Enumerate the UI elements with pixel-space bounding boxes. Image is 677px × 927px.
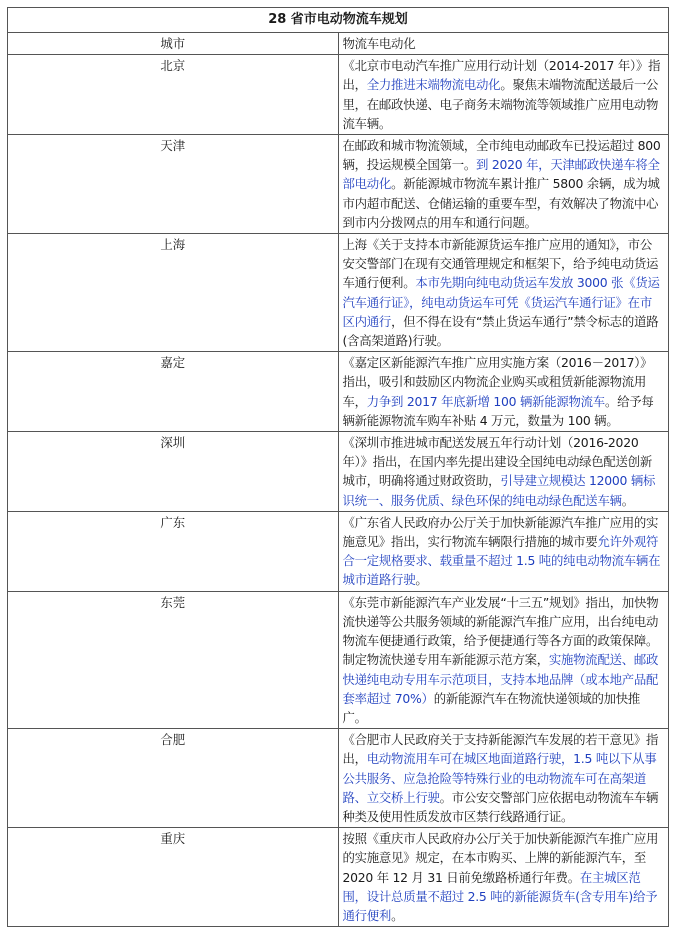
table-row — [8, 352, 669, 432]
city-cell: 嘉定 — [8, 352, 339, 432]
policy-description-cell — [338, 135, 669, 234]
highlighted-policy-text: 电动物流用车可在城区地面道路行驶，1.5 吨以下从事公共服务、应急抢险等特殊行业的电动物流车可在高架道路、立交桥上行驶 — [342, 751, 657, 805]
policy-text: 。给予每辆新能源物流车购车补贴 4 万元，数量为 100 辆。 — [342, 393, 654, 428]
table-body — [8, 33, 669, 927]
highlighted-policy-text: 力争到 2017 年底新增 100 辆新能源物流车 — [366, 393, 605, 409]
policy-text: 。新能源城市物流车累计推广 5800 余辆，成为城市内超市配送、仓储运输的重要车型，有效解决了物流中心到市内分拨网点的用车和通行问题。 — [342, 176, 660, 230]
policy-text: 。 — [391, 907, 404, 923]
highlighted-policy-text: 到 2020 年，天津邮政快递车将全部电动化 — [342, 157, 660, 192]
highlighted-policy-text: 本市先期向纯电动货运车发放 3000 张《货运汽车通行证》，纯电动货运车可凭《货运汽车通行证》在市区内通行 — [342, 275, 660, 329]
city-cell: 重庆 — [8, 828, 339, 927]
city-cell: 天津 — [8, 135, 339, 234]
policy-description-cell — [338, 432, 669, 512]
policy-text: 《合肥市人民政府关于支持新能源汽车发展的若干意见》指出， — [342, 732, 659, 767]
city-cell: 深圳 — [8, 432, 339, 512]
highlighted-policy-text: 在主城区范围，设计总质量不超过 2.5 吨的新能源货车(含专用车)给予通行便利 — [342, 869, 658, 923]
city-cell: 合肥 — [8, 729, 339, 828]
table-title: 28 省市电动物流车规划 — [8, 8, 669, 33]
highlighted-policy-text: 实施物流配送、邮政快递纯电动专用车示范项目，支持本地品牌（或本地产品配套率超过 70%） — [342, 652, 659, 706]
city-cell: 广东 — [8, 511, 339, 591]
table-row — [8, 511, 669, 591]
table-row — [8, 729, 669, 828]
policy-text: ，但不得在设有“禁止货运车通行”禁令标志的道路(含高架道路)行驶。 — [342, 313, 659, 349]
policy-text: 《广东省人民政府办公厅关于加快新能源汽车推广应用的实施意见》指出，实行物流车辆限行措施的城市要 — [342, 514, 659, 550]
table-row — [8, 135, 669, 234]
policy-text: 。市公安交警部门应依据电动物流车车辆种类及使用性质发放市区禁行线路通行证。 — [342, 789, 659, 824]
policy-description-cell — [338, 234, 669, 352]
policy-description-cell — [338, 55, 669, 135]
table-title-row — [8, 8, 669, 33]
table-row — [8, 55, 669, 135]
policy-description-cell — [338, 511, 669, 591]
column-header-desc: 物流车电动化 — [338, 33, 669, 55]
policy-description-cell — [338, 591, 669, 728]
policy-text: 《北京市电动汽车推广应用行动计划（2014-2017 年）》指出， — [342, 58, 661, 93]
policy-text: 。 — [621, 492, 634, 508]
policy-text: 《深圳市推进城市配送发展五年行动计划（2016-2020 年）》指出，在国内率先提出建设全国纯电动绿色配送创新城市，明确将通过财政资助， — [342, 435, 652, 489]
policy-text: 《东莞市新能源汽车产业发展“十三五”规划》指出，加快物流快递等公共服务领域的新能源汽车推广应用，出台纯电动物流车便捷通行政策，给予便捷通行等各方面的政策保障。制定物流快递专用车新能源示范方案， — [342, 594, 659, 668]
policy-text: 。聚焦末端物流配送最后一公里，在邮政快递、电子商务末端物流等领域推广应用电动物流车辆。 — [342, 77, 659, 131]
policy-description-cell — [338, 828, 669, 927]
policy-description-cell — [338, 352, 669, 432]
policy-text: 上海《关于支持本市新能源货运车推广应用的通知》，市公安交警部门在现有交通管理规定和框架下，给予纯电动货运车通行便利。 — [342, 237, 659, 291]
highlighted-policy-text: 允许外观符合一定规格要求、载重量不超过 1.5 吨的纯电动物流车辆在城市道路行驶 — [342, 534, 661, 588]
table-row — [8, 828, 669, 927]
policy-text: 在邮政和城市物流领域，全市纯电动邮政车已投运超过 800 辆，投运规模全国第一。 — [342, 138, 665, 173]
city-cell: 上海 — [8, 234, 339, 352]
table-row — [8, 234, 669, 352]
policy-description-cell — [338, 729, 669, 828]
policy-text: 按照《重庆市人民政府办公厅关于加快新能源汽车推广应用的实施意见》规定，在本市购买、上牌的新能源汽车，至 2020 年 12 月 31 日前免缴路桥通行年费。 — [342, 831, 659, 885]
highlighted-policy-text: 全力推进末端物流电动化 — [366, 77, 501, 93]
policy-text: 。 — [415, 572, 428, 588]
table-row — [8, 591, 669, 728]
table-header-row — [8, 33, 669, 55]
column-header-city: 城市 — [8, 33, 339, 55]
highlighted-policy-text: 引导建立规模达 12000 辆标识统一、服务优质、绿色环保的纯电动绿色配送车辆 — [342, 473, 656, 508]
ev-logistics-plan-table-container — [7, 7, 669, 927]
ev-logistics-plan-table — [7, 7, 669, 927]
table-row — [8, 432, 669, 512]
policy-text: 《嘉定区新能源汽车推广应用实施方案（2016－2017）》指出，吸引和鼓励区内物流企业购买或租赁新能源物流用车， — [342, 355, 653, 409]
city-cell: 北京 — [8, 55, 339, 135]
city-cell: 东莞 — [8, 591, 339, 728]
policy-text: 的新能源汽车在物流快递领域的加快推广。 — [342, 690, 641, 725]
